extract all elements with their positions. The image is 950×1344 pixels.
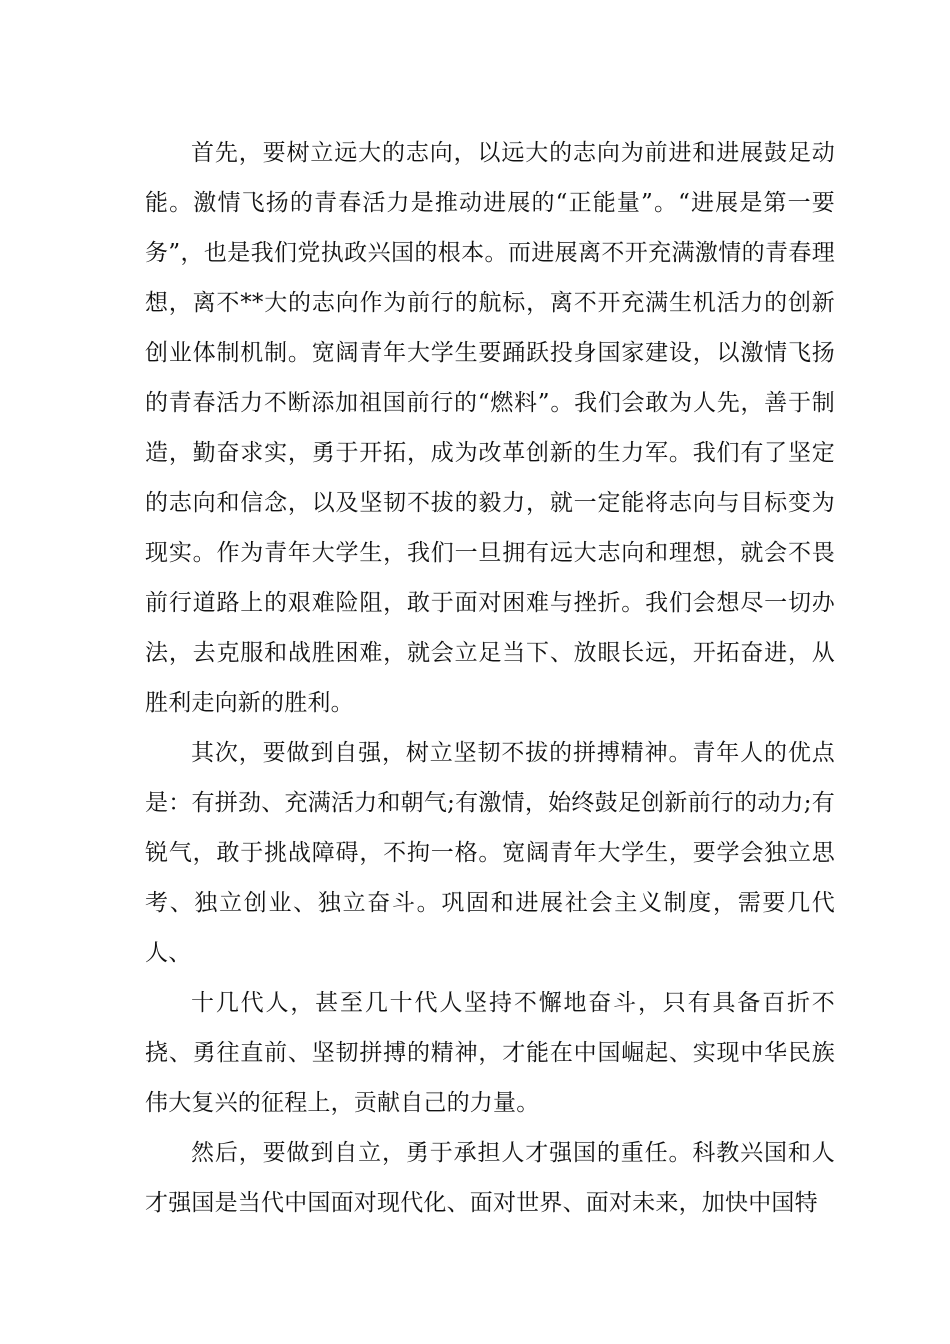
- paragraph-2: 其次，要做到自强，树立坚韧不拔的拼搏精神。青年人的优点是：有拼劲、充满活力和朝气;有激情，始终鼓足创新前行的动力;有锐气，敢于挑战障碍，不拘一格。宽阔青年大学生，要学会独立思考、独立创业、独立奋斗。巩固和进展社会主义制度，需要几代人、: [145, 740, 835, 966]
- paragraph-3: 十几代人，甚至几十代人坚持不懈地奋斗，只有具备百折不挠、勇往直前、坚韧拼搏的精神，才能在中国崛起、实现中华民族伟大复兴的征程上，贡献自己的力量。: [145, 990, 835, 1116]
- document-body: [145, 128, 835, 1228]
- paragraph-1: 首先，要树立远大的志向，以远大的志向为前进和进展鼓足动能。激情飞扬的青春活力是推动进展的“正能量”。“进展是第一要务”，也是我们党执政兴国的根本。而进展离不开充满激情的青春理想，离不**大的志向作为前行的航标，离不开充满生机活力的创新创业体制机制。宽阔青年大学生要踊跃投身国家建设，以激情飞扬的青春活力不断添加祖国前行的“燃料”。我们会敢为人先，善于制造，勤奋求实，勇于开拓，成为改革创新的生力军。我们有了坚定的志向和信念，以及坚韧不拔的毅力，就一定能将志向与目标变为现实。作为青年大学生，我们一旦拥有远大志向和理想，就会不畏前行道路上的艰难险阻，敢于面对困难与挫折。我们会想尽一切办法，去克服和战胜困难，就会立足当下、放眼长远，开拓奋进，从胜利走向新的胜利。: [145, 140, 835, 716]
- paragraph-4: 然后，要做到自立，勇于承担人才强国的重任。科教兴国和人才强国是当代中国面对现代化、面对世界、面对未来，加快中国特: [145, 1140, 835, 1216]
